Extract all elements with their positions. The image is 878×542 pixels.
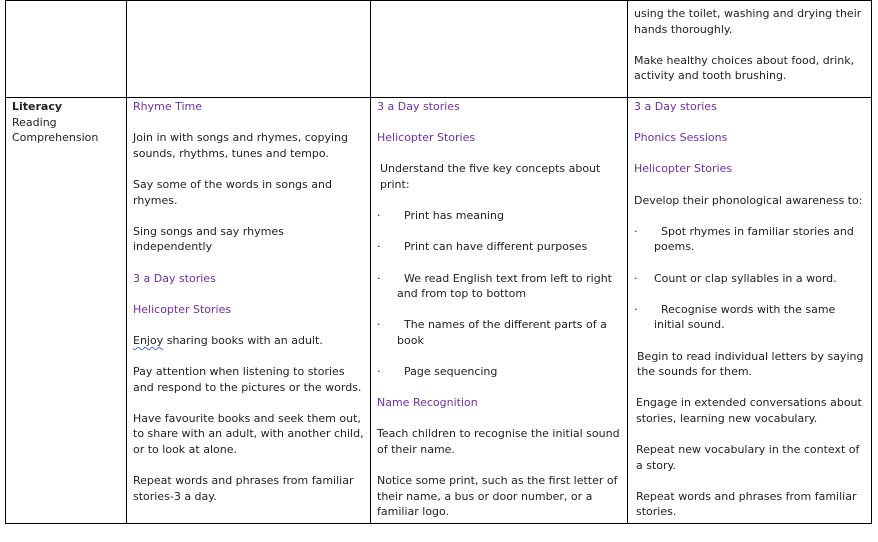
bullet-icon: · xyxy=(634,302,638,316)
list-item xyxy=(377,208,621,224)
section-heading: 3 a Day stories xyxy=(634,100,717,113)
list-item-text: Page sequencing xyxy=(404,365,498,379)
bullet-icon: · xyxy=(377,271,381,285)
section-heading: Phonics Sessions xyxy=(634,131,728,145)
bullet-icon: · xyxy=(377,318,381,332)
section-heading: Helicopter Stories xyxy=(133,302,232,316)
section-heading: Name Recognition xyxy=(377,396,478,410)
text-paragraph: Pay attention when listening to stories and respond to the pictures or the words. xyxy=(133,365,362,394)
area-title: Literacy xyxy=(12,100,63,113)
text-paragraph: using the toilet, washing and drying their hands thoroughly. xyxy=(634,7,862,36)
list-item-text: We read English text from left to right and from top to bottom xyxy=(397,271,612,301)
table-cell xyxy=(6,1,127,98)
list-item-text: Spot rhymes in familiar stories and poems. xyxy=(654,224,854,254)
text-paragraph: Engage in extended conversations about stories, learning new vocabulary. xyxy=(636,396,862,425)
text-paragraph: Make healthy choices about food, drink, activity and tooth brushing. xyxy=(634,53,855,83)
table-row xyxy=(6,1,872,98)
table-cell xyxy=(371,1,628,98)
bullet-icon: · xyxy=(634,224,638,238)
text-paragraph xyxy=(133,333,364,349)
table-row xyxy=(6,98,872,524)
text-paragraph: Understand the five key concepts about print: xyxy=(380,162,601,191)
list-item-text: Recognise words with the same initial sound. xyxy=(654,302,836,332)
spellcheck-word[interactable]: Enjoy xyxy=(133,333,164,347)
text-paragraph: Sing songs and say rhymes independently xyxy=(133,224,284,254)
list-item-text: Print can have different purposes xyxy=(404,240,588,254)
curriculum-table xyxy=(5,0,872,524)
table-cell xyxy=(127,1,371,98)
text-paragraph: Have favourite books and seek them out, to share with an adult, with another child, or to look at alone. xyxy=(133,411,364,457)
list-item-text: Count or clap syllables in a word. xyxy=(654,271,837,285)
table-cell xyxy=(628,1,872,98)
area-subtitle: Reading Comprehension xyxy=(12,115,99,145)
section-heading: 3 a Day stories xyxy=(133,271,216,285)
list-item xyxy=(377,317,621,348)
table-cell xyxy=(371,98,628,524)
text-paragraph: Teach children to recognise the initial sound of their name. xyxy=(377,427,620,457)
section-heading: 3 a Day stories xyxy=(377,100,460,113)
bullet-icon: · xyxy=(377,240,381,254)
section-heading: Helicopter Stories xyxy=(634,162,733,176)
bullet-icon: · xyxy=(634,271,638,285)
table-cell xyxy=(628,98,872,524)
section-heading: Helicopter Stories xyxy=(377,131,476,145)
list-item xyxy=(634,224,865,255)
list-item xyxy=(634,271,865,287)
list-item xyxy=(377,239,621,255)
list-item-text: The names of the different parts of a book xyxy=(397,318,607,347)
text-paragraph: Join in with songs and rhymes, copying sounds, rhythms, tunes and tempo. xyxy=(133,131,348,160)
table-cell xyxy=(127,98,371,524)
section-heading: Rhyme Time xyxy=(133,100,203,113)
text-paragraph: Repeat words and phrases from familiar stories-3 a day. xyxy=(133,474,354,503)
list-item-text: Print has meaning xyxy=(404,209,504,223)
bullet-icon: · xyxy=(377,209,381,223)
area-cell xyxy=(6,98,127,524)
text-paragraph: Begin to read individual letters by saying the sounds for them. xyxy=(637,349,864,379)
text-span: sharing books with an adult. xyxy=(163,333,323,347)
list-item xyxy=(377,271,621,302)
list-item xyxy=(634,302,865,333)
text-paragraph: Repeat words and phrases from familiar stories. xyxy=(636,489,857,519)
list-item xyxy=(377,364,621,380)
bullet-icon: · xyxy=(377,365,381,379)
text-paragraph: Develop their phonological awareness to: xyxy=(634,193,863,207)
text-paragraph: Say some of the words in songs and rhymes. xyxy=(133,177,332,207)
text-paragraph: Notice some print, such as the first letter of their name, a bus or door number, or a familiar logo. xyxy=(377,474,618,519)
text-paragraph: Repeat new vocabulary in the context of a story. xyxy=(636,443,860,472)
